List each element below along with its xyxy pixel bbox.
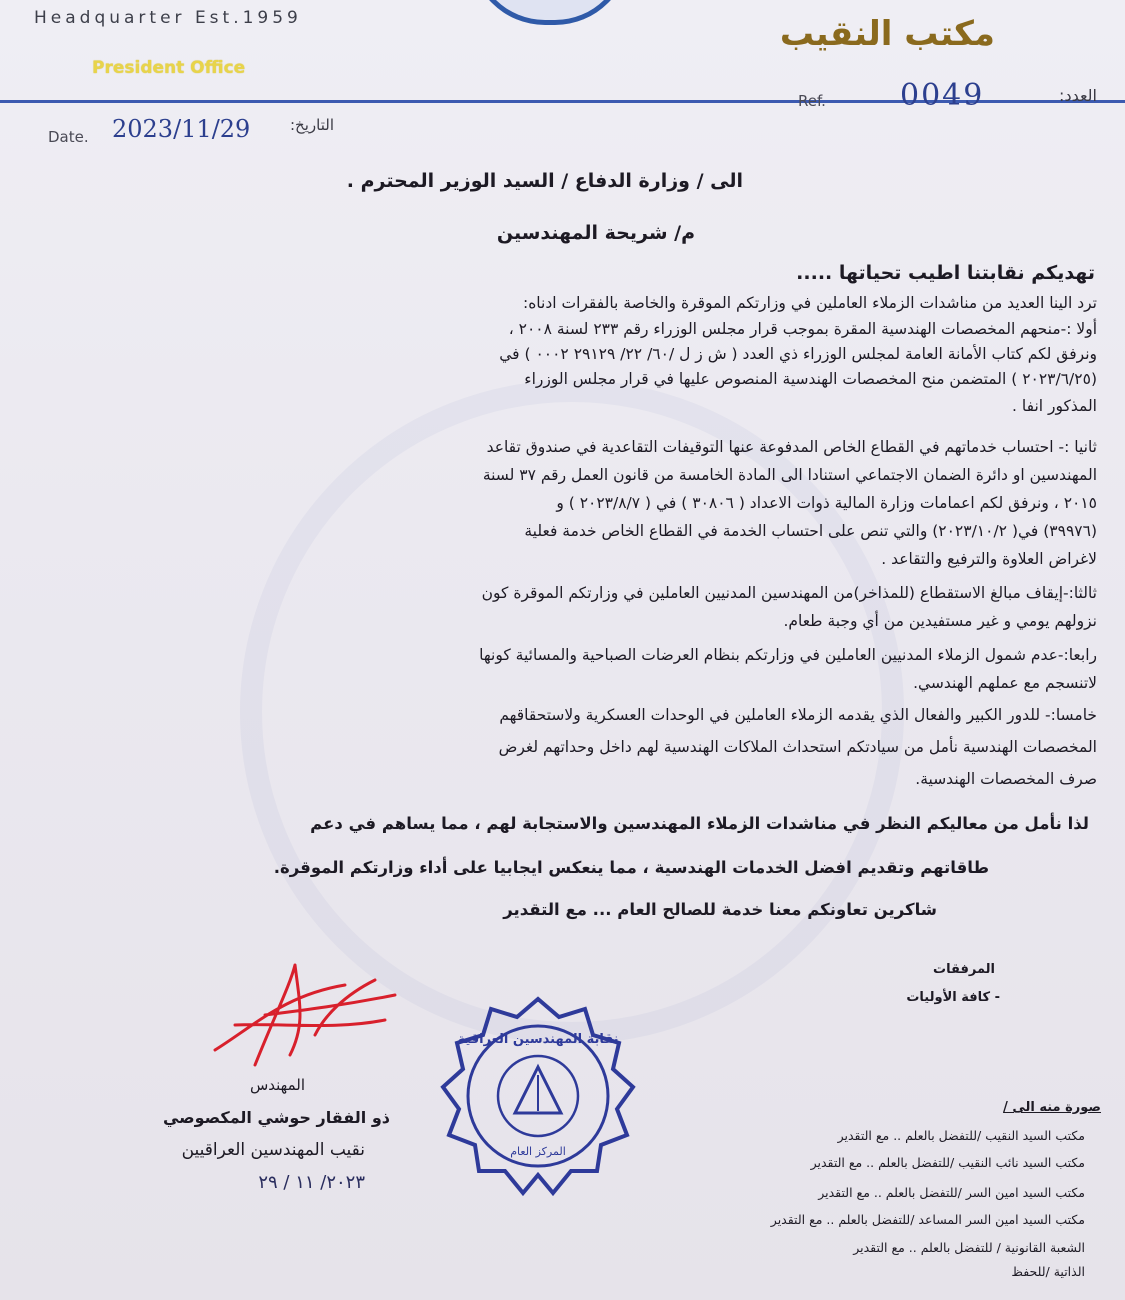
attachments-label: المرفقات	[933, 962, 995, 977]
date-label: Date.	[48, 128, 89, 146]
signatory-position: نقيب المهندسين العراقيين	[181, 1140, 365, 1160]
office-title-ar: مكتب النقيب	[779, 14, 995, 54]
copies-label: صورة منه الى /	[1003, 1100, 1101, 1115]
president-office-text: President Office	[92, 58, 246, 78]
body-line: خامسا:- للدور الكبير والفعال الذي يقدمه الزملاء العاملين في الوحدات العسكرية ولاستحقاقهم	[499, 706, 1097, 724]
copy-item: مكتب السيد امين السر /للتفضل بالعلم .. مع التقدير	[818, 1185, 1085, 1200]
headquarter-text: Headquarter Est.1959	[34, 8, 302, 28]
ref-label: Ref.	[798, 92, 826, 110]
body-line: لاتنسجم مع عملهم الهندسي.	[913, 674, 1097, 692]
date-value: 2023/11/29	[112, 115, 251, 143]
body-line: نزولهم يومي و غير مستفيدين من أي وجبة طعام.	[783, 612, 1097, 630]
greeting: تهديكم نقابتنا اطيب تحياتها .....	[796, 262, 1095, 284]
copy-item: الشعبة القانونية / للتفضل بالعلم .. مع التقدير	[853, 1240, 1085, 1255]
date-label-ar: التاريخ:	[290, 116, 334, 134]
body-line: ٢٠١٥ ، ونرفق لكم اعمامات وزارة المالية ذوات الاعداد ( ٣٠٨٠٦ ) في ( ٢٠٢٣/٨/٧ ) و	[556, 494, 1097, 512]
handwritten-signature	[195, 955, 415, 1075]
stamp-outer-text: نقابة المهندسين العراقية	[457, 1032, 619, 1047]
copy-item: مكتب السيد النقيب /للتفضل بالعلم .. مع التقدير	[837, 1128, 1085, 1143]
ref-number: 0049	[900, 78, 985, 113]
body-line: ترد الينا العديد من مناشدات الزملاء العاملين في وزارتكم الموقرة والخاصة بالفقرات ادناه:	[522, 294, 1097, 312]
body-line: صرف المخصصات الهندسية.	[915, 770, 1097, 788]
body-line: ثالثا:-إيقاف مبالغ الاستقطاع (للمذاخر)من المهندسين المدنيين العاملين في وزارتكم الموقرة كون	[481, 584, 1097, 602]
closing-line: طاقاتهم وتقديم افضل الخدمات الهندسية ، مما ينعكس ايجابيا على أداء وزارتكم الموقرة.	[273, 858, 989, 877]
body-line: أولا :-منحهم المخصصات الهندسية المقرة بموجب قرار مجلس الوزراء رقم ٢٣٣ لسنة ٢٠٠٨ ،	[508, 320, 1097, 338]
union-stamp	[433, 995, 643, 1205]
body-line: لاغراض العلاوة والترفيع والتقاعد .	[881, 550, 1097, 568]
body-line: (٣٩٩٧٦) في( ٢٠٢٣/١٠/٢) والتي تنص على احتساب الخدمة في القطاع الخاص خدمة فعلية	[524, 522, 1097, 540]
body-line: المذكور انفا .	[1012, 397, 1097, 415]
attachments-item: - كافة الأوليات	[906, 990, 1000, 1005]
signature-date: ٢٠٢٣/ ١١ / ٢٩	[258, 1172, 365, 1193]
body-line: رابعا:-عدم شمول الزملاء المدنيين العاملين في وزارتكم بنظام العرضات الصباحية والمسائية كونها	[479, 646, 1097, 664]
subject-line: م/ شريحة المهندسين	[496, 222, 695, 244]
copy-item: مكتب السيد امين السر المساعد /للتفضل بالعلم .. مع التقدير	[770, 1212, 1085, 1227]
signatory-title: المهندس	[249, 1076, 305, 1094]
copy-item: مكتب السيد نائب النقيب /للتفضل بالعلم .. مع التقدير	[810, 1155, 1085, 1170]
addressee-line: الى / وزارة الدفاع / السيد الوزير المحترم .	[346, 170, 743, 192]
copy-item: الذاتية /للحفظ	[1011, 1264, 1085, 1279]
body-line: ونرفق لكم كتاب الأمانة العامة لمجلس الوزراء ذي العدد ( ش ز ل /٦٠/ ٢٢/ ٢٩١٢٩ ٠٠٠٢ ) في	[499, 345, 1097, 363]
union-logo	[470, 0, 630, 25]
closing-line: شاكرين تعاونكم معنا خدمة للصالح العام ... مع التقدير	[503, 900, 937, 919]
stamp-inner-text: المركز العام	[510, 1145, 566, 1158]
body-line: (٢٠٢٣/٦/٢٥ ) المتضمن منح المخصصات الهندسية المنصوص عليها في قرار مجلس الوزراء	[524, 370, 1097, 388]
ref-label-ar: العدد:	[1059, 86, 1097, 105]
body-line: المهندسين او دائرة الضمان الاجتماعي استنادا الى المادة الخامسة من قانون العمل رقم ٣٧ لسنة	[482, 466, 1097, 484]
signatory-name: ذو الفقار حوشي المكصوصي	[162, 1108, 390, 1127]
closing-line: لذا نأمل من معاليكم النظر في مناشدات الزملاء المهندسين والاستجابة لهم ، مما يساهم في دعم	[310, 814, 1089, 833]
body-line: ثانيا :- احتساب خدماتهم في القطاع الخاص المدفوعة عنها التوقيفات التقاعدية في صندوق تقاعد	[486, 438, 1097, 456]
body-line: المخصصات الهندسية نأمل من سيادتكم استحداث الملاكات الهندسية لهم داخل وحداتهم لغرض	[498, 738, 1097, 756]
